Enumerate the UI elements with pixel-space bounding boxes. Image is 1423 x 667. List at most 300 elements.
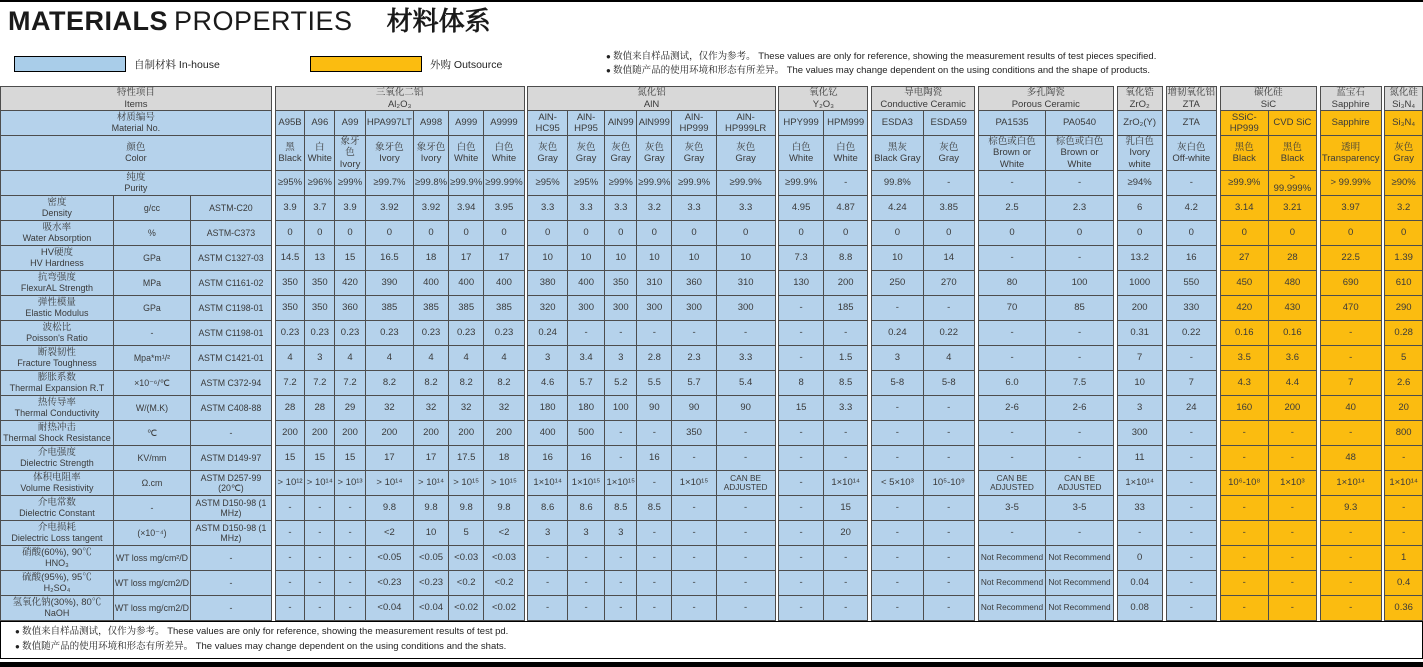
color-ZrO₂(Y): 乳白色 Ivory white <box>1117 135 1162 170</box>
value-A999: 32 <box>449 396 484 421</box>
value-HPA997LT: > 10¹⁴ <box>365 471 413 496</box>
value-AlN-HC95: 1×10¹⁴ <box>528 471 567 496</box>
value-ESDA3: 3 <box>872 346 923 371</box>
value-AlN-HP999LR: - <box>716 496 775 521</box>
value-Sapphire: - <box>1320 346 1381 371</box>
property-name: 抗弯强度 FlexurAL Strength <box>1 271 114 296</box>
value-A998: 9.8 <box>413 496 448 521</box>
value-ESDA3: - <box>872 546 923 571</box>
value-HPM999: 1.5 <box>823 346 868 371</box>
value-SSiC-HP999: 3.14 <box>1220 196 1268 221</box>
value-AlN99: 8.5 <box>605 496 637 521</box>
value-Sapphire: - <box>1320 421 1381 446</box>
color-Sapphire: 透明 Transparency <box>1320 135 1381 170</box>
group-header-1: 氮化铝 AlN <box>528 87 775 111</box>
value-A95B: - <box>275 546 305 571</box>
value-CVD SiC: 0 <box>1268 221 1316 246</box>
value-A96: - <box>305 596 335 621</box>
value-A998: 4 <box>413 346 448 371</box>
value-AlN-HP95: 5.7 <box>567 371 604 396</box>
value-HPA997LT: 0 <box>365 221 413 246</box>
purity-A96: ≥96% <box>305 171 335 196</box>
value-AlN99: 1×10¹⁵ <box>605 471 637 496</box>
value-ZrO₂(Y): 11 <box>1117 446 1162 471</box>
value-A999: 5 <box>449 521 484 546</box>
value-AlN-HP999LR: - <box>716 571 775 596</box>
value-AlN-HP999LR: - <box>716 421 775 446</box>
value-HPM999: 15 <box>823 496 868 521</box>
value-SSiC-HP999: 420 <box>1220 296 1268 321</box>
color-CVD SiC: 黑色 Black <box>1268 135 1316 170</box>
value-AlN999: 0 <box>637 221 672 246</box>
value-A96: 200 <box>305 421 335 446</box>
value-A96: 7.2 <box>305 371 335 396</box>
value-A998: 8.2 <box>413 371 448 396</box>
purity-Si₃N₄: ≥90% <box>1385 171 1423 196</box>
value-AlN99: 3 <box>605 346 637 371</box>
value-AlN-HC95: 320 <box>528 296 567 321</box>
value-CVD SiC: 4.4 <box>1268 371 1316 396</box>
material-no-ZTA: ZTA <box>1166 110 1217 135</box>
value-AlN-HP999: 10 <box>672 246 716 271</box>
value-Si₃N₄: - <box>1385 496 1423 521</box>
value-AlN999: 5.5 <box>637 371 672 396</box>
material-no-A96: A96 <box>305 110 335 135</box>
value-AlN-HP999LR: CAN BE ADJUSTED <box>716 471 775 496</box>
purity-A9999: ≥99.99% <box>484 171 524 196</box>
value-SSiC-HP999: 27 <box>1220 246 1268 271</box>
property-unit: GPa <box>113 246 190 271</box>
value-AlN-HP999: - <box>672 546 716 571</box>
value-HPM999: 8.8 <box>823 246 868 271</box>
value-A96: - <box>305 521 335 546</box>
value-Si₃N₄: 800 <box>1385 421 1423 446</box>
color-A95B: 黑 Black <box>275 135 305 170</box>
value-AlN99: 0 <box>605 221 637 246</box>
value-AlN99: 350 <box>605 271 637 296</box>
value-A9999: > 10¹⁵ <box>484 471 524 496</box>
value-PA0540: 100 <box>1046 271 1114 296</box>
value-ZrO₂(Y): 33 <box>1117 496 1162 521</box>
value-AlN999: 10 <box>637 246 672 271</box>
property-unit: WT loss mg/cm2/D <box>113 596 190 621</box>
value-PA0540: 2.3 <box>1046 196 1114 221</box>
value-ESDA59: 3.85 <box>923 196 975 221</box>
value-ESDA3: 5-8 <box>872 371 923 396</box>
value-A998: 0 <box>413 221 448 246</box>
value-HPM999: 20 <box>823 521 868 546</box>
value-HPY999: 7.3 <box>779 246 823 271</box>
value-A998: 385 <box>413 296 448 321</box>
value-PA0540: 0 <box>1046 221 1114 246</box>
material-no-A998: A998 <box>413 110 448 135</box>
value-PA0540: - <box>1046 446 1114 471</box>
value-AlN99: 300 <box>605 296 637 321</box>
purity-A99: ≥99% <box>335 171 366 196</box>
material-no-SSiC-HP999: SSiC-HP999 <box>1220 110 1268 135</box>
value-PA1535: - <box>978 446 1046 471</box>
value-AlN99: - <box>605 596 637 621</box>
value-AlN99: - <box>605 546 637 571</box>
property-standard: ASTM C372-94 <box>191 371 272 396</box>
value-AlN999: 8.5 <box>637 496 672 521</box>
value-AlN999: 16 <box>637 446 672 471</box>
value-A999: 0 <box>449 221 484 246</box>
value-Si₃N₄: 1×10¹⁴ <box>1385 471 1423 496</box>
value-A9999: 8.2 <box>484 371 524 396</box>
property-unit: GPa <box>113 296 190 321</box>
value-Si₃N₄: 0.4 <box>1385 571 1423 596</box>
purity-label: 纯度 Purity <box>1 171 272 196</box>
value-ESDA59: - <box>923 546 975 571</box>
value-AlN-HP95: 500 <box>567 421 604 446</box>
value-PA0540: 2-6 <box>1046 396 1114 421</box>
value-AlN-HC95: - <box>528 596 567 621</box>
property-name: 断裂韧性 Fracture Toughness <box>1 346 114 371</box>
value-A96: 350 <box>305 271 335 296</box>
value-A96: - <box>305 571 335 596</box>
value-Si₃N₄: - <box>1385 446 1423 471</box>
value-HPA997LT: 200 <box>365 421 413 446</box>
color-HPA997LT: 象牙色 Ivory <box>365 135 413 170</box>
purity-ZTA: - <box>1166 171 1217 196</box>
value-HPY999: 8 <box>779 371 823 396</box>
value-AlN-HP999LR: - <box>716 446 775 471</box>
property-name: 体积电阻率 Volume Resistivity <box>1 471 114 496</box>
value-ESDA3: 0.24 <box>872 321 923 346</box>
property-name: 吸水率 Water Absorption <box>1 221 114 246</box>
value-A99: 420 <box>335 271 366 296</box>
material-no-AlN-HP999: AlN-HP999 <box>672 110 716 135</box>
value-A999: > 10¹⁵ <box>449 471 484 496</box>
property-standard: ASTM D150-98 (1 MHz) <box>191 496 272 521</box>
value-ESDA3: - <box>872 296 923 321</box>
value-ZTA: - <box>1166 496 1217 521</box>
property-unit: KV/mm <box>113 446 190 471</box>
value-ESDA59: 270 <box>923 271 975 296</box>
value-A99: > 10¹³ <box>335 471 366 496</box>
legend-inhouse-label: 自制材料 In-house <box>134 58 220 71</box>
value-A999: 400 <box>449 271 484 296</box>
value-Si₃N₄: 0.28 <box>1385 321 1423 346</box>
value-AlN-HP999: 5.7 <box>672 371 716 396</box>
value-AlN99: 100 <box>605 396 637 421</box>
value-A9999: <2 <box>484 521 524 546</box>
value-AlN-HP999: - <box>672 321 716 346</box>
value-ZTA: - <box>1166 571 1217 596</box>
color-AlN999: 灰色 Gray <box>637 135 672 170</box>
value-A999: 9.8 <box>449 496 484 521</box>
value-AlN-HP999: 300 <box>672 296 716 321</box>
value-AlN-HP999: 90 <box>672 396 716 421</box>
property-unit: W/(M.K) <box>113 396 190 421</box>
value-HPA997LT: <0.05 <box>365 546 413 571</box>
value-A9999: 9.8 <box>484 496 524 521</box>
value-A96: 15 <box>305 446 335 471</box>
value-A9999: 400 <box>484 271 524 296</box>
color-AlN-HP95: 灰色 Gray <box>567 135 604 170</box>
value-ESDA3: - <box>872 446 923 471</box>
value-A95B: 4 <box>275 346 305 371</box>
value-HPY999: - <box>779 571 823 596</box>
value-AlN99: 3 <box>605 521 637 546</box>
purity-CVD SiC: > 99.999% <box>1268 171 1316 196</box>
value-A99: 7.2 <box>335 371 366 396</box>
purity-A999: ≥99.9% <box>449 171 484 196</box>
color-AlN-HC95: 灰色 Gray <box>528 135 567 170</box>
value-SSiC-HP999: - <box>1220 446 1268 471</box>
value-PA1535: - <box>978 321 1046 346</box>
value-PA0540: - <box>1046 246 1114 271</box>
value-SSiC-HP999: - <box>1220 546 1268 571</box>
value-A9999: 4 <box>484 346 524 371</box>
value-SSiC-HP999: - <box>1220 521 1268 546</box>
property-name: 膨胀系数 Thermal Expansion R.T <box>1 371 114 396</box>
value-A998: 10 <box>413 521 448 546</box>
value-A998: 32 <box>413 396 448 421</box>
value-AlN-HP999LR: 310 <box>716 271 775 296</box>
value-CVD SiC: 3.21 <box>1268 196 1316 221</box>
value-ZrO₂(Y): 10 <box>1117 371 1162 396</box>
value-A95B: 350 <box>275 271 305 296</box>
purity-AlN-HP95: ≥95% <box>567 171 604 196</box>
value-HPA997LT: 3.92 <box>365 196 413 221</box>
value-AlN-HP95: 8.6 <box>567 496 604 521</box>
purity-HPM999: - <box>823 171 868 196</box>
property-standard: ASTM C1421-01 <box>191 346 272 371</box>
value-HPA997LT: 0.23 <box>365 321 413 346</box>
value-A95B: 0 <box>275 221 305 246</box>
value-HPA997LT: 8.2 <box>365 371 413 396</box>
value-CVD SiC: 430 <box>1268 296 1316 321</box>
value-HPY999: - <box>779 471 823 496</box>
color-ESDA59: 灰色 Gray <box>923 135 975 170</box>
color-PA1535: 棕色或白色 Brown or White <box>978 135 1046 170</box>
value-SSiC-HP999: 0 <box>1220 221 1268 246</box>
value-SSiC-HP999: 3.5 <box>1220 346 1268 371</box>
value-AlN-HP999LR: 3.3 <box>716 196 775 221</box>
value-HPM999: 8.5 <box>823 371 868 396</box>
value-AlN999: - <box>637 521 672 546</box>
value-ZTA: - <box>1166 596 1217 621</box>
material-no-Sapphire: Sapphire <box>1320 110 1381 135</box>
value-AlN-HP999LR: - <box>716 596 775 621</box>
value-CVD SiC: - <box>1268 596 1316 621</box>
value-SSiC-HP999: - <box>1220 496 1268 521</box>
property-unit: - <box>113 321 190 346</box>
value-HPY999: - <box>779 421 823 446</box>
value-ESDA3: - <box>872 571 923 596</box>
value-HPM999: 1×10¹⁴ <box>823 471 868 496</box>
value-ESDA59: 4 <box>923 346 975 371</box>
group-header-3: 导电陶瓷 Conductive Ceramic <box>872 87 975 111</box>
value-AlN-HP999: 3.3 <box>672 196 716 221</box>
value-ZrO₂(Y): 1000 <box>1117 271 1162 296</box>
note-bottom-2: ● 数值随产品的使用环境和形态有所差异。 The values may change dependent on the using conditions and the shats. <box>15 640 1422 655</box>
group-header-8: 蓝宝石 Sapphire <box>1320 87 1381 111</box>
value-A96: > 10¹⁴ <box>305 471 335 496</box>
value-AlN-HC95: 400 <box>528 421 567 446</box>
value-A9999: <0.03 <box>484 546 524 571</box>
value-PA1535: - <box>978 346 1046 371</box>
material-no-AlN-HP95: AlN-HP95 <box>567 110 604 135</box>
property-unit: Mpa*m¹/² <box>113 346 190 371</box>
property-standard: - <box>191 596 272 621</box>
value-AlN-HP95: - <box>567 546 604 571</box>
material-no-Si₃N₄: Si₃N₄ <box>1385 110 1423 135</box>
value-A999: <0.03 <box>449 546 484 571</box>
value-PA0540: 7.5 <box>1046 371 1114 396</box>
value-CVD SiC: 200 <box>1268 396 1316 421</box>
material-no-PA0540: PA0540 <box>1046 110 1114 135</box>
group-header-4: 多孔陶瓷 Porous Ceramic <box>978 87 1113 111</box>
value-ZrO₂(Y): 0.04 <box>1117 571 1162 596</box>
value-A95B: 3.9 <box>275 196 305 221</box>
value-AlN99: - <box>605 421 637 446</box>
value-AlN-HP95: 300 <box>567 296 604 321</box>
value-A999: 200 <box>449 421 484 446</box>
value-HPM999: 200 <box>823 271 868 296</box>
value-CVD SiC: - <box>1268 571 1316 596</box>
value-AlN99: - <box>605 446 637 471</box>
value-ZTA: - <box>1166 521 1217 546</box>
value-ZrO₂(Y): 13.2 <box>1117 246 1162 271</box>
purity-AlN-HP999: ≥99.9% <box>672 171 716 196</box>
title-materials: MATERIALS <box>8 6 168 36</box>
property-name: 弹性模量 Elastic Modulus <box>1 296 114 321</box>
property-standard: ASTM C1327-03 <box>191 246 272 271</box>
value-ZTA: - <box>1166 421 1217 446</box>
property-unit: ×10⁻⁶/℃ <box>113 371 190 396</box>
value-Sapphire: 40 <box>1320 396 1381 421</box>
group-header-6: 增韧氧化铝 ZTA <box>1167 87 1216 110</box>
material-no-CVD SiC: CVD SiC <box>1268 110 1316 135</box>
value-A9999: 32 <box>484 396 524 421</box>
value-ESDA3: 0 <box>872 221 923 246</box>
value-AlN-HP999: 350 <box>672 421 716 446</box>
note-top-2: ● 数值随产品的使用环境和形态有所差异。 The values may change dependent on the using conditions and the shape of products. <box>606 64 1156 79</box>
value-ZTA: 550 <box>1166 271 1217 296</box>
value-CVD SiC: - <box>1268 446 1316 471</box>
value-PA1535: Not Recommend <box>978 571 1046 596</box>
property-name: 介电常数 Dielectric Constant <box>1 496 114 521</box>
color-AlN99: 灰色 Gray <box>605 135 637 170</box>
value-Sapphire: 48 <box>1320 446 1381 471</box>
legend-outsource <box>310 56 606 72</box>
value-HPM999: - <box>823 596 868 621</box>
property-unit: g/cc <box>113 196 190 221</box>
value-ESDA3: - <box>872 596 923 621</box>
value-AlN999: 300 <box>637 296 672 321</box>
material-no-HPY999: HPY999 <box>779 110 823 135</box>
value-CVD SiC: 0.16 <box>1268 321 1316 346</box>
color-ZTA: 灰白色 Off-white <box>1166 135 1217 170</box>
value-AlN-HP999: 1×10¹⁵ <box>672 471 716 496</box>
value-ESDA59: - <box>923 496 975 521</box>
property-name: 热传导率 Thermal Conductivity <box>1 396 114 421</box>
note-top-1: ● 数值来自样品测试，仅作为参考。 These values are only for reference, showing the measurement results of test pieces specified. <box>606 50 1156 65</box>
value-AlN99: - <box>605 321 637 346</box>
value-PA0540: Not Recommend <box>1046 571 1114 596</box>
value-ESDA3: - <box>872 496 923 521</box>
value-AlN-HC95: - <box>528 571 567 596</box>
value-HPY999: 0 <box>779 221 823 246</box>
purity-AlN99: ≥99% <box>605 171 637 196</box>
value-SSiC-HP999: 450 <box>1220 271 1268 296</box>
value-Sapphire: 0 <box>1320 221 1381 246</box>
value-ZTA: 0.22 <box>1166 321 1217 346</box>
value-ESDA3: 10 <box>872 246 923 271</box>
material-no-A99: A99 <box>335 110 366 135</box>
property-standard: ASTM-C20 <box>191 196 272 221</box>
color-AlN-HP999: 灰色 Gray <box>672 135 716 170</box>
value-A99: - <box>335 596 366 621</box>
note-bottom-1: ● 数值来自样品测试，仅作为参考。 These values are only for reference, showing the measurement results of test pd. <box>15 625 1422 640</box>
value-A95B: - <box>275 521 305 546</box>
color-HPM999: 白色 White <box>823 135 868 170</box>
value-A96: 28 <box>305 396 335 421</box>
value-A96: - <box>305 496 335 521</box>
material-no-AlN-HC95: AlN-HC95 <box>528 110 567 135</box>
property-name: 硝酸(60%), 90℃ HNO₃ <box>1 546 114 571</box>
value-Si₃N₄: 1 <box>1385 546 1423 571</box>
material-no-AlN999: AlN999 <box>637 110 672 135</box>
value-A95B: 7.2 <box>275 371 305 396</box>
value-PA0540: - <box>1046 321 1114 346</box>
value-HPM999: - <box>823 571 868 596</box>
value-A9999: 3.95 <box>484 196 524 221</box>
inhouse-color-swatch <box>14 56 126 72</box>
value-A99: 360 <box>335 296 366 321</box>
value-AlN999: - <box>637 321 672 346</box>
purity-PA0540: - <box>1046 171 1114 196</box>
value-A96: 13 <box>305 246 335 271</box>
property-standard: ASTM-C373 <box>191 221 272 246</box>
value-AlN99: 10 <box>605 246 637 271</box>
value-A99: - <box>335 521 366 546</box>
material-no-PA1535: PA1535 <box>978 110 1046 135</box>
value-A9999: 385 <box>484 296 524 321</box>
value-HPY999: - <box>779 296 823 321</box>
value-ZTA: - <box>1166 446 1217 471</box>
material-no-ESDA59: ESDA59 <box>923 110 975 135</box>
value-HPA997LT: 4 <box>365 346 413 371</box>
value-A99: 0 <box>335 221 366 246</box>
value-A95B: 15 <box>275 446 305 471</box>
value-A998: <0.04 <box>413 596 448 621</box>
value-ZTA: - <box>1166 546 1217 571</box>
color-label: 颜色 Color <box>1 135 272 170</box>
property-standard: - <box>191 571 272 596</box>
purity-A95B: ≥95% <box>275 171 305 196</box>
value-AlN-HP95: 10 <box>567 246 604 271</box>
value-HPY999: - <box>779 496 823 521</box>
value-ZTA: - <box>1166 471 1217 496</box>
items-header: 特性项目 Items <box>1 87 272 111</box>
value-ESDA59: 10⁵-10⁹ <box>923 471 975 496</box>
value-HPA997LT: <0.04 <box>365 596 413 621</box>
property-standard: ASTM C1198-01 <box>191 321 272 346</box>
material-no-HPA997LT: HPA997LT <box>365 110 413 135</box>
value-ZrO₂(Y): - <box>1117 521 1162 546</box>
value-AlN99: 5.2 <box>605 371 637 396</box>
color-A998: 象牙色 Ivory <box>413 135 448 170</box>
value-Sapphire: 7 <box>1320 371 1381 396</box>
value-ZrO₂(Y): 0 <box>1117 546 1162 571</box>
color-SSiC-HP999: 黑色 Black <box>1220 135 1268 170</box>
property-name: 密度 Density <box>1 196 114 221</box>
value-A99: 200 <box>335 421 366 446</box>
